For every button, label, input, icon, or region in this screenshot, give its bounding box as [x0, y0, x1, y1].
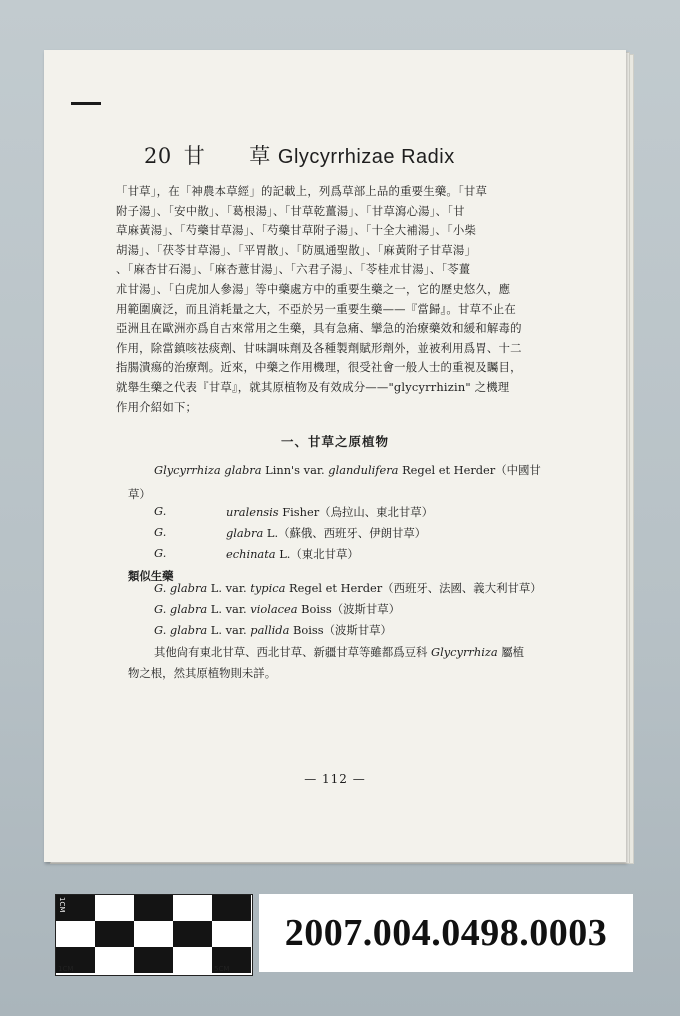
paragraph-line: 作用，除當鎮咳祛痰劑、甘味調味劑及各種製劑賦形劑外，並被利用爲胃、十二: [116, 340, 522, 355]
title-han-1: 甘: [183, 144, 206, 168]
paragraph-line: 、「麻杏甘石湯」、「麻杏薏甘湯」、「六君子湯」、「苓桂朮甘湯」、「苓薑: [116, 262, 471, 277]
species-text: Linn's var.: [261, 463, 329, 477]
scale-square: [212, 895, 251, 921]
species-text: L.（蘇俄、西班牙、伊朗甘草）: [263, 526, 427, 540]
species-text: 其他尙有東北甘草、西北甘草、新疆甘草等雖都爲豆科: [154, 645, 431, 659]
genus-abbrev: G.: [154, 525, 167, 539]
similar-species-2: [154, 601, 400, 617]
species-text: Boiss（波斯甘草）: [289, 623, 392, 637]
species-text: L. var.: [207, 581, 251, 595]
paragraph-line: 朮甘湯」、「白虎加人參湯」等中藥處方中的重要生藥之一，它的歷史悠久，應: [116, 281, 511, 296]
page-number: — 112 —: [304, 772, 366, 786]
genus-abbrev: G.: [154, 546, 167, 560]
genus-name: Glycyrrhiza: [431, 645, 498, 659]
species-text: 屬植: [497, 645, 525, 659]
genus-abbrev: G.: [154, 504, 167, 518]
scale-label-top: 1CM: [58, 897, 66, 913]
variety-name: glandulifera: [328, 463, 399, 477]
species-epithet: uralensis: [226, 505, 279, 519]
scale-label-left: 1CM: [58, 965, 74, 973]
scale-square: [173, 921, 212, 947]
species-name: G. glabra: [154, 623, 208, 637]
paragraph-line: 草麻黃湯」、「芍藥甘草湯」、「芍藥甘草附子湯」、「十全大補湯」、「小柴: [116, 223, 477, 238]
scale-bar: [55, 894, 253, 976]
accession-number-label: 2007.004.0498.0003: [259, 894, 633, 972]
scale-square: [95, 921, 134, 947]
intro-paragraph: [116, 182, 564, 417]
title-number: 20: [144, 144, 172, 168]
species-g1: [154, 504, 166, 518]
species-g3-detail: [226, 546, 359, 562]
paragraph-line: 「甘草」，在「神農本草經」的記載上，列爲草部上品的重要生藥。「甘草: [116, 184, 488, 198]
scale-square: [134, 947, 173, 973]
species-g3: [154, 546, 166, 560]
variety-name: pallida: [250, 623, 290, 637]
section-heading: 一、甘草之原植物: [280, 434, 389, 449]
species-name: Glycyrrhiza glabra: [154, 463, 262, 477]
paragraph-line: 指腸潰瘍的治療劑。近來，中藥之作用機理，很受社會一般人士的重視及矚目，: [116, 360, 522, 375]
other-species-line-2: 物之根，然其原植物則未詳。: [128, 666, 277, 680]
similar-species-1: [154, 580, 542, 596]
page-title: [144, 140, 544, 170]
species-g2-detail: [226, 525, 426, 541]
species-epithet: glabra: [226, 526, 264, 540]
species-g2: [154, 525, 166, 539]
paragraph-line: 胡湯」、「茯苓甘草湯」、「平胃散」、「防風通聖散」、「麻黃附子甘草湯」: [116, 242, 477, 257]
other-species-line-1: [154, 644, 524, 660]
paragraph-line: 就舉生藥之代表『甘草』，就其原植物及有效成分——"glycyrrhizin" 之機理: [116, 379, 510, 394]
document-page: [44, 50, 626, 862]
species-text: L. var.: [207, 602, 251, 616]
species-text: L. var.: [207, 623, 251, 637]
title-han-2: 草: [249, 144, 271, 168]
species-main-continued: 草）: [128, 487, 151, 501]
species-main: [154, 462, 541, 478]
species-text: Regel et Herder（中國甘: [398, 463, 541, 477]
species-text: Fisher（烏拉山、東北甘草）: [278, 505, 434, 519]
species-g1-detail: [226, 504, 433, 520]
paragraph-line: 附子湯」、「安中散」、「葛根湯」、「甘草乾薑湯」、「甘草瀉心湯」、「甘: [116, 203, 465, 218]
species-text: Regel et Herder（西班牙、法國、義大利甘草）: [285, 581, 542, 595]
scale-label-right: 5CM: [214, 965, 230, 973]
similar-species-3: [154, 622, 392, 638]
species-epithet: echinata: [226, 547, 276, 561]
paragraph-line: 用範圍廣泛，而且消耗量之大，不亞於另一重要生藥——『當歸』。甘草不止在: [116, 301, 516, 316]
species-text: L.（東北甘草）: [275, 547, 359, 561]
title-latin: Glycyrrhizae Radix: [277, 146, 455, 168]
similar-drugs-heading: 類似生藥: [128, 569, 174, 583]
scale-square: [134, 895, 173, 921]
paragraph-line: 作用介紹如下；: [116, 399, 198, 414]
species-text: Boiss（波斯甘草）: [297, 602, 401, 616]
species-name: G. glabra: [154, 602, 208, 616]
variety-name: typica: [250, 581, 286, 595]
margin-mark: [71, 102, 101, 105]
paragraph-line: 亞洲且在歐洲亦爲自古來常用之生藥，具有急痛、攣急的治療藥效和緩和解毒的: [116, 321, 522, 336]
species-name: G. glabra: [154, 581, 208, 595]
variety-name: violacea: [250, 602, 298, 616]
